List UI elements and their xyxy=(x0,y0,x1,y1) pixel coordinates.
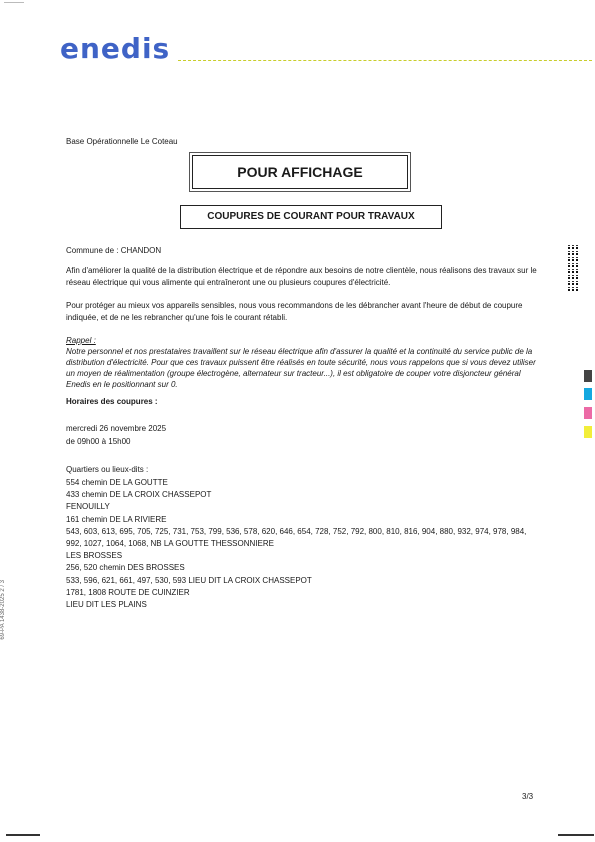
horaires-heading: Horaires des coupures : xyxy=(66,397,158,406)
list-item: 433 chemin DE LA CROIX CHASSEPOT xyxy=(66,490,212,500)
subtitle-box xyxy=(180,205,442,229)
list-item: LES BROSSES xyxy=(66,551,123,561)
rappel-heading: Rappel : xyxy=(66,336,96,345)
list-item: 161 chemin DE LA RIVIERE xyxy=(66,514,167,524)
color-swatch-magenta xyxy=(584,407,592,419)
list-item: 554 chemin DE LA GOUTTE xyxy=(66,478,168,487)
list-item: 543, 603, 613, 695, 705, 725, 731, 753, 799, 536, 578, 620, 646, 654, 728, 752, 792, 800, 810, 816, 904, 880, 932, 974, 978, 984, 992, 1027, 1064, 1068, NB LA GOUTTE THESSONNIERE xyxy=(66,526,527,549)
list-item: 256, 520 chemin DES BROSSES xyxy=(66,563,185,573)
color-swatch-black xyxy=(584,370,592,382)
qr-code-icon xyxy=(566,243,578,291)
logo-divider-line xyxy=(178,60,592,61)
title-box-affichage xyxy=(192,155,408,189)
quartiers-heading: Quartiers ou lieux-dits : xyxy=(66,465,149,474)
base-operationnelle: Base Opérationnelle Le Coteau xyxy=(66,137,178,146)
color-swatch-yellow xyxy=(584,426,592,438)
horaires-date: mercredi 26 novembre 2025 xyxy=(66,424,167,433)
scan-mark-bottom-left xyxy=(6,834,40,836)
list-item: FENOUILLY xyxy=(66,502,110,512)
intro-paragraph: Afin d'améliorer la qualité de la distribution électrique et de répondre aux besoins de notre clientèle, nous réalisons des travaux sur le réseau électrique qui vous alimente qui entraîneront une ou plusieurs coupures d'électricité. xyxy=(66,266,537,287)
horaires-time: de 09h00 à 15h00 xyxy=(66,437,131,446)
list-item: 1781, 1808 ROUTE DE CUINZIER xyxy=(66,587,190,597)
page-number: 3/3 xyxy=(522,792,534,801)
color-swatch-cyan xyxy=(584,388,592,400)
page-title: POUR AFFICHAGE xyxy=(237,164,363,180)
list-item: 533, 596, 621, 661, 497, 530, 593 LIEU DIT LA CROIX CHASSEPOT xyxy=(66,575,312,585)
commune-label: Commune de : CHANDON xyxy=(66,246,162,255)
rappel-text: Notre personnel et nos prestataires travaillent sur le réseau électrique afin d'assurer la qualité et la continuité du service public de la distribution d'électricité. Pour que ces travaux puissent être réalisés en toute sécurité, nous vous rappelons que si vous devez utiliser un moyen de réalimentation (groupe électrogène, alternateur sur tracteur...), il est obligatoire de couper votre disjoncteur général Enedis en le positionnant sur 0. xyxy=(66,347,536,389)
scan-mark-bottom-right xyxy=(558,834,594,836)
page-subtitle: COUPURES DE COURANT POUR TRAVAUX xyxy=(207,211,415,222)
protection-paragraph: Pour protéger au mieux vos appareils sensibles, nous vous recommandons de les débrancher avant l'heure de début de coupure indiquée, et de ne les rebrancher qu'une fois le courant rétabli. xyxy=(66,301,523,322)
quartiers-list xyxy=(66,477,546,611)
list-item: LIEU DIT LES PLAINS xyxy=(66,600,147,610)
side-reference-code: 69-PA 1438-2025 2 / 3 xyxy=(0,580,6,640)
scan-mark-top xyxy=(4,2,24,3)
enedis-logo: enedis xyxy=(60,32,171,65)
